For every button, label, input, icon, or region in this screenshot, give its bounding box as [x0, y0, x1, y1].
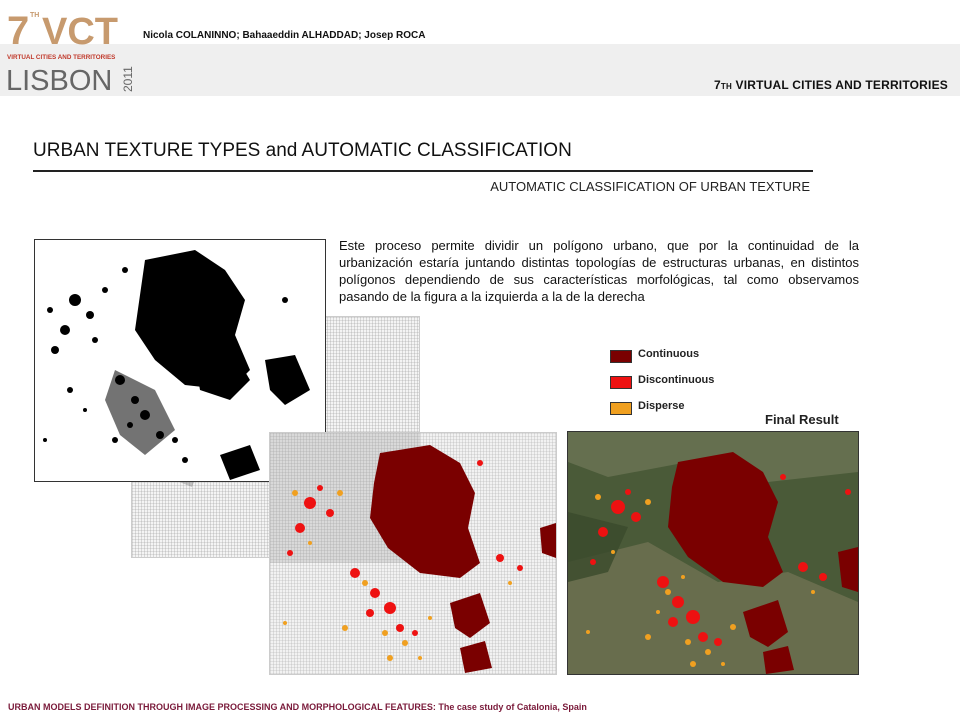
logo-acronym: VCT	[42, 11, 118, 53]
classified-texture-map	[269, 432, 557, 675]
conference-name: VIRTUAL CITIES AND TERRITORIES	[732, 78, 948, 92]
footer-title: URBAN MODELS DEFINITION THROUGH IMAGE PROCESSING AND MORPHOLOGICAL FEATURES:	[8, 702, 436, 712]
logo-graphic	[4, 2, 136, 94]
logo-tagline: VIRTUAL CITIES AND TERRITORIES	[7, 54, 116, 61]
conference-ordinal: TH	[720, 82, 732, 91]
footer-case: The case study of Catalonia, Spain	[435, 702, 587, 712]
description-paragraph: Este proceso permite dividir un polígono urbano, que por la continuidad de la urbanización estaría juntando distintas topologías de estructuras urbanas, en distintos polígonos dependiendo de sus características morfológicas, tal como observamos pasando de la figura a la izquierda a la de la derecha	[339, 238, 859, 304]
final-result-label: Final Result	[765, 412, 839, 427]
legend-swatch-discontinuous	[610, 376, 632, 389]
final-result-map	[567, 431, 859, 675]
logo-ordinal: TH	[30, 12, 40, 19]
logo-number: 7	[7, 9, 30, 53]
conference-logo	[4, 2, 136, 94]
logo-city: LISBON	[6, 65, 113, 94]
conference-prefix: 7	[714, 78, 721, 92]
authors: Nicola COLANINNO; Bahaaeddin ALHADDAD; Josep ROCA	[143, 30, 426, 41]
page-title: URBAN TEXTURE TYPES and AUTOMATIC CLASSIFICATION	[33, 140, 572, 161]
legend-label-discontinuous: Discontinuous	[638, 374, 715, 386]
conference-title	[714, 78, 948, 92]
legend-label-disperse: Disperse	[638, 400, 685, 412]
logo-year: 2011	[121, 66, 135, 92]
title-divider	[33, 170, 813, 172]
section-subtitle: AUTOMATIC CLASSIFICATION OF URBAN TEXTURE	[490, 179, 810, 194]
legend-swatch-disperse	[610, 402, 632, 415]
legend-label-continuous: Continuous	[638, 348, 700, 360]
footer-citation	[8, 702, 587, 712]
legend-swatch-continuous	[610, 350, 632, 363]
